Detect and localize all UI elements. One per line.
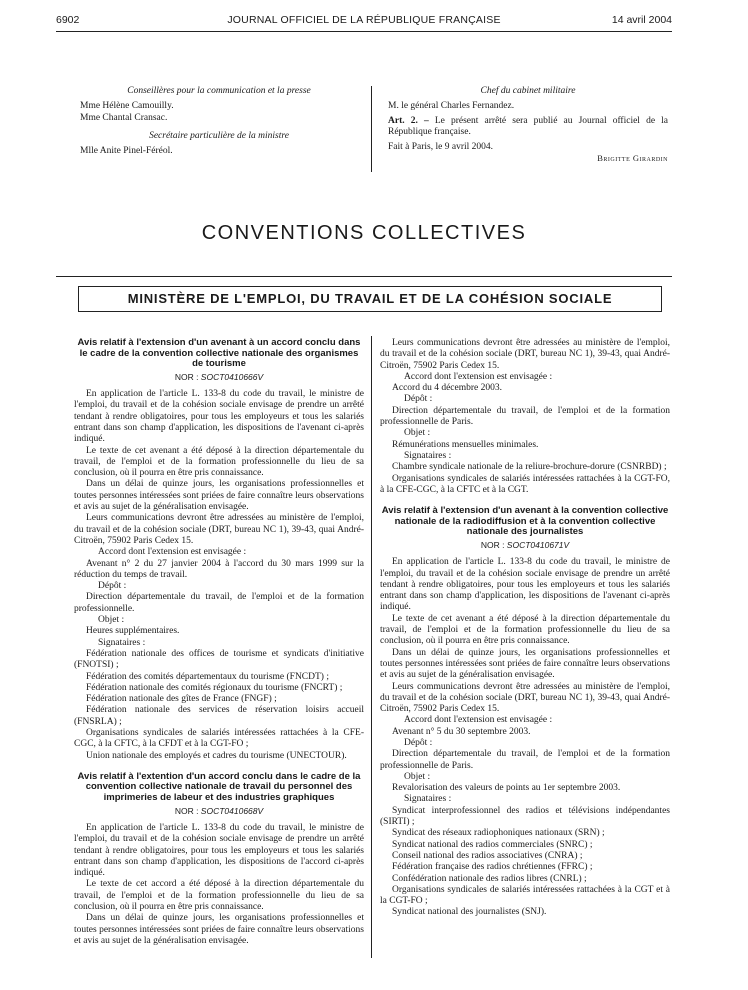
paragraph: En application de l'article L. 133-8 du code du travail, le ministre de l'emploi, du travail et de la cohésion sociale envisage de prendre un arrêté tendant à rendre obligatoires, pour tous les employeurs et tous les salariés entrant dans son champ d'application, les dispositions de l'avenant ci-après indiqué. (380, 557, 670, 613)
signatory: Chambre syndicale nationale de la reliure-brochure-dorure (CSNRBD) ; (392, 462, 667, 473)
top-left-block (80, 86, 358, 157)
signatory: Union nationale des employés et cadres du tourisme (UNECTOUR). (86, 750, 347, 761)
ministry-banner: MINISTÈRE DE L'EMPLOI, DU TRAVAIL ET DE LA COHÉSION SOCIALE (78, 286, 662, 312)
article-label: Art. 2. – (388, 115, 429, 126)
signatory: Syndicat des réseaux radiophoniques nationaux (SRN) ; (392, 828, 605, 839)
section-title: CONVENTIONS COLLECTIVES (201, 222, 527, 244)
signatory: Fédération des comités départementaux du tourisme (FNCDT) ; (86, 671, 329, 682)
label: Dépôt : (404, 737, 433, 748)
signatory: Organisations syndicales de salariés intéressées rattachées à la CGT et à la CGT-FO ; (380, 884, 670, 907)
paragraph: Dans un délai de quinze jours, les organisations professionnelles et toutes personnes intéressées sont priées de faire connaître leurs observations et avis au sujet de la généralisation envisagée. (380, 647, 670, 681)
paragraph: En application de l'article L. 133-8 du code du travail, le ministre de l'emploi, du travail et de la cohésion sociale envisage de prendre un arrêté tendant à rendre obligatoires, pour tous les employeurs et tous les salariés entrant dans son champ d'application, les dispositions de l'avenant ci-après indiqué. (74, 389, 364, 445)
paragraph: Le texte de cet avenant a été déposé à la direction départementale du travail, de l'emploi et de la formation professionnelle du lieu de sa conclusion, où il pourra en être pris connaissance. (380, 613, 670, 647)
nor-reference: NOR : SOCT0410668V (174, 805, 264, 816)
paragraph: Avenant n° 2 du 27 janvier 2004 à l'accord du 30 mars 1999 sur la réduction du temps de travail. (74, 558, 364, 580)
notice-title: Avis relatif à l'extension d'un avenant à la convention collective nationale de la radiodiffusion et à la convention collective nationale des journalistes (381, 505, 669, 538)
label: Accord dont l'extension est envisagée : (404, 715, 553, 726)
left-column (74, 338, 364, 947)
label: Signataires : (404, 794, 452, 805)
name-line: M. le général Charles Fernandez. (388, 101, 515, 112)
signatory: Organisations syndicales de salariés intéressées rattachées à la CGT-FO, à la CFE-CGC, à la CFTC et à la CGT. (380, 473, 670, 495)
signatory: Fédération française des radios chrétiennes (FFRC) ; (392, 862, 593, 873)
signatory: Conseil national des radios associatives (CNRA) ; (392, 850, 583, 861)
signature: Brigitte Girardin (597, 153, 668, 164)
paragraph: Direction départementale du travail, de l'emploi et de la formation professionnelle de Paris. (380, 405, 670, 428)
label: Objet : (404, 771, 431, 782)
article-text: Le présent arrêté sera publié au Journal officiel de la République française. (388, 115, 669, 137)
name-line: Mme Chantal Cransac. (80, 112, 168, 123)
nor-reference: NOR : SOCT0410666V (174, 371, 264, 382)
signatory: Syndicat interprofessionnel des radios et télévisions indépendantes (SIRTI) ; (380, 805, 670, 828)
right-column (380, 338, 670, 919)
journal-title: JOURNAL OFFICIEL DE LA RÉPUBLIQUE FRANÇAISE (227, 14, 501, 26)
paragraph: Dans un délai de quinze jours, les organisations professionnelles et toutes personnes intéressées sont priées de faire connaître leurs observations et avis au sujet de la généralisation envisagée. (74, 913, 364, 946)
label: Dépôt : (404, 394, 433, 405)
signatory: Organisations syndicales de salariés intéressées rattachées à la CFE-CGC, à la CFTC, à la CFDT et à la CGT-FO ; (74, 727, 364, 750)
paragraph: Rémunérations mensuelles minimales. (392, 439, 539, 450)
label: Signataires : (98, 637, 146, 648)
column-divider (371, 86, 372, 172)
paragraph: Revalorisation des valeurs de points au 1er septembre 2003. (392, 783, 621, 794)
paragraph: En application de l'article L. 133-8 du code du travail, le ministre de l'emploi, du travail et de la cohésion sociale envisage de prendre un arrêté tendant à rendre obligatoires, pour tous les employeurs et tous les salariés entrant dans son champ d'application, les dispositions de l'accord ci-après indiqué. (74, 822, 364, 879)
top-right-block (388, 86, 668, 165)
paragraph: Heures supplémentaires. (86, 626, 180, 637)
nor-reference: NOR : SOCT0410671V (480, 539, 570, 550)
column-divider (371, 336, 372, 958)
section-rule (56, 276, 672, 277)
signatory: Fédération nationale des offices de tourisme et syndicats d'initiative (FNOTSI) ; (74, 648, 364, 671)
notice-title: Avis relatif à l'extention d'un accord conclu dans le cadre de la convention collective nationale de travail du personnel des imprimeries de labeur et des industries graphiques (77, 770, 361, 804)
paragraph: Avenant n° 5 du 30 septembre 2003. (392, 726, 531, 737)
paragraph: Direction départementale du travail, de l'emploi et de la formation professionnelle de Paris. (380, 749, 670, 771)
heading-press-advisers: Conseillères pour la communication et la presse (127, 86, 311, 96)
paragraph: Accord du 4 décembre 2003. (392, 383, 503, 394)
label: Objet : (404, 428, 431, 439)
done-at: Fait à Paris, le 9 avril 2004. (388, 142, 494, 153)
paragraph: Le texte de cet avenant a été déposé à la direction départementale du travail, de l'emploi et de la formation professionnelle du lieu de sa conclusion, où il pourra en être pris connaissance. (74, 445, 364, 479)
signatory: Fédération nationale des gîtes de France (FNGF) ; (86, 694, 277, 705)
paragraph: Leurs communications devront être adressées au ministère de l'emploi, du travail et de la cohésion sociale (DRT, bureau NC 1), 39-43, quai André-Citroën, 75902 Paris Cedex 15. (74, 513, 364, 546)
label: Signataires : (404, 450, 452, 461)
paragraph: Direction départementale du travail, de l'emploi et de la formation professionnelle. (74, 592, 364, 614)
signatory: Syndicat national des journalistes (SNJ). (392, 907, 547, 918)
paragraph: Le texte de cet accord a été déposé à la direction départementale du travail, de l'emploi et de la formation professionnelle du lieu de sa conclusion, où il pourra en être pris connaissance. (74, 879, 364, 913)
page-number: 6902 (56, 14, 80, 26)
heading-military-cabinet: Chef du cabinet militaire (480, 86, 576, 96)
signatory: Fédération nationale des comités régionaux du tourisme (FNCRT) ; (86, 682, 343, 693)
label: Objet : (98, 615, 125, 626)
name-line: Mme Hélène Camouilly. (80, 101, 174, 112)
notice-title: Avis relatif à l'extension d'un avenant à un accord conclu dans le cadre de la convention collective nationale des organismes de tourisme (77, 337, 361, 370)
label: Dépôt : (98, 581, 127, 592)
issue-date: 14 avril 2004 (611, 14, 672, 26)
label: Accord dont l'extension est envisagée : (98, 547, 247, 558)
article-2 (388, 116, 668, 139)
signatory: Fédération nationale des services de réservation loisirs accueil (FNSRLA) ; (74, 705, 364, 727)
header-rule (56, 31, 672, 32)
signatory: Syndicat national des radios commerciales (SNRC) ; (392, 839, 593, 850)
paragraph: Leurs communications devront être adressées au ministère de l'emploi, du travail et de la cohésion sociale (DRT, bureau NC 1), 39-43, quai André-Citroën, 75902 Paris Cedex 15. (380, 338, 670, 371)
paragraph: Dans un délai de quinze jours, les organisations professionnelles et toutes personnes intéressées sont priées de faire connaître leurs observations et avis au sujet de la généralisation envisagée. (74, 479, 364, 513)
signatory: Confédération nationale des radios libres (CNRL) ; (392, 873, 587, 884)
label: Accord dont l'extension est envisagée : (404, 371, 553, 382)
name-line: Mlle Anite Pinel-Féréol. (80, 146, 173, 157)
paragraph: Leurs communications devront être adressées au ministère de l'emploi, du travail et de la cohésion sociale (DRT, bureau NC 1), 39-43, quai André-Citroën, 75902 Paris Cedex 15. (380, 681, 670, 715)
heading-private-secretary: Secrétaire particulière de la ministre (149, 130, 289, 141)
page-header (56, 14, 672, 28)
